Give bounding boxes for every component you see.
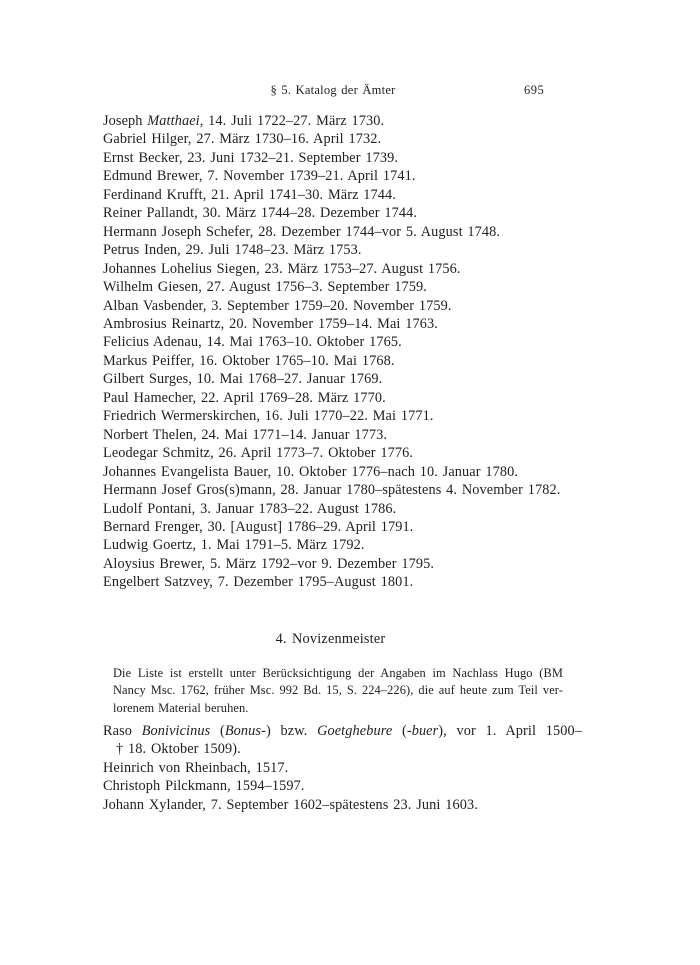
catalog-entry: Alban Vasbender, 3. September 1759–20. November 1759.: [103, 297, 452, 314]
note-line: Die Liste ist erstellt unter Berücksichtigung der Angaben im Nachlass Hugo (BM: [113, 666, 563, 680]
catalog-entry: Friedrich Wermerskirchen, 16. Juli 1770–22. Mai 1771.: [103, 408, 434, 425]
catalog-entry: Leodegar Schmitz, 26. April 1773–7. Oktober 1776.: [103, 445, 414, 462]
catalog-entry: Heinrich von Rheinbach, 1517.: [103, 759, 289, 776]
page-number: 695: [524, 83, 545, 97]
catalog-entry: Johannes Evangelista Bauer, 10. Oktober 1776–nach 10. Januar 1780.: [103, 463, 519, 480]
running-head: [103, 83, 563, 98]
catalog-entry: Engelbert Satzvey, 7. Dezember 1795–August 1801.: [103, 574, 414, 591]
source-note: [113, 665, 563, 717]
catalog-entry: Gabriel Hilger, 27. März 1730–16. April 1732.: [103, 131, 382, 148]
catalog-entry: Ferdinand Krufft, 21. April 1741–30. März 1744.: [103, 186, 396, 203]
catalog-entry: Felicius Adenau, 14. Mai 1763–10. Oktober 1765.: [103, 334, 402, 351]
catalog-entry: Ludolf Pontani, 3. Januar 1783–22. August 1786.: [103, 500, 397, 517]
note-line: Nancy Msc. 1762, früher Msc. 992 Bd. 15, S. 224–226), die auf heute zum Teil ver-: [113, 683, 563, 698]
catalog-entry: Paul Hamecher, 22. April 1769–28. März 1770.: [103, 389, 386, 406]
section-heading-novizenmeister: 4. Novizenmeister: [275, 631, 386, 647]
catalog-entry: Wilhelm Giesen, 27. August 1756–3. September 1759.: [103, 279, 427, 296]
catalog-entry: † 18. Oktober 1509).: [116, 741, 241, 758]
catalog-entry: Johann Xylander, 7. September 1602–spätestens 23. Juni 1603.: [103, 796, 478, 813]
catalog-entry: Markus Peiffer, 16. Oktober 1765–10. Mai 1768.: [103, 352, 395, 369]
catalog-entry: Reiner Pallandt, 30. März 1744–28. Dezember 1744.: [103, 205, 418, 222]
catalog-entry: Bernard Frenger, 30. [August] 1786–29. April 1791.: [103, 518, 414, 535]
catalog-entry: Ludwig Goertz, 1. Mai 1791–5. März 1792.: [103, 537, 365, 554]
catalog-entry: Aloysius Brewer, 5. März 1792–vor 9. Dezember 1795.: [103, 555, 435, 572]
catalog-entry: Johannes Lohelius Siegen, 23. März 1753–27. August 1756.: [103, 260, 461, 277]
catalog-entry: Raso Bonivicinus (Bonus-) bzw. Goetghebure (-buer), vor 1. April 1500–: [103, 723, 582, 739]
catalog-entry: Edmund Brewer, 7. November 1739–21. April 1741.: [103, 168, 416, 185]
catalog-entry: Petrus Inden, 29. Juli 1748–23. März 1753.: [103, 242, 362, 259]
prior-officeholder-list: [103, 112, 584, 592]
catalog-entry: Ernst Becker, 23. Juni 1732–21. September 1739.: [103, 149, 399, 166]
catalog-entry: Hermann Josef Gros(s)mann, 28. Januar 1780–spätestens 4. November 1782.: [103, 482, 561, 499]
catalog-entry: Hermann Joseph Schefer, 28. Dezember 1744–vor 5. August 1748.: [103, 223, 501, 240]
novizenmeister-officeholder-list: [103, 722, 582, 814]
catalog-entry: Norbert Thelen, 24. Mai 1771–14. Januar 1773.: [103, 426, 388, 443]
note-line: lorenem Material beruhen.: [113, 700, 249, 715]
catalog-entry: Ambrosius Reinartz, 20. November 1759–14. Mai 1763.: [103, 315, 438, 332]
running-head-title: § 5. Katalog der Ämter: [270, 83, 396, 97]
catalog-entry: Christoph Pilckmann, 1594–1597.: [103, 778, 305, 795]
catalog-entry: Gilbert Surges, 10. Mai 1768–27. Januar 1769.: [103, 371, 383, 388]
catalog-entry: Joseph Matthaei, 14. Juli 1722–27. März 1730.: [103, 113, 385, 129]
